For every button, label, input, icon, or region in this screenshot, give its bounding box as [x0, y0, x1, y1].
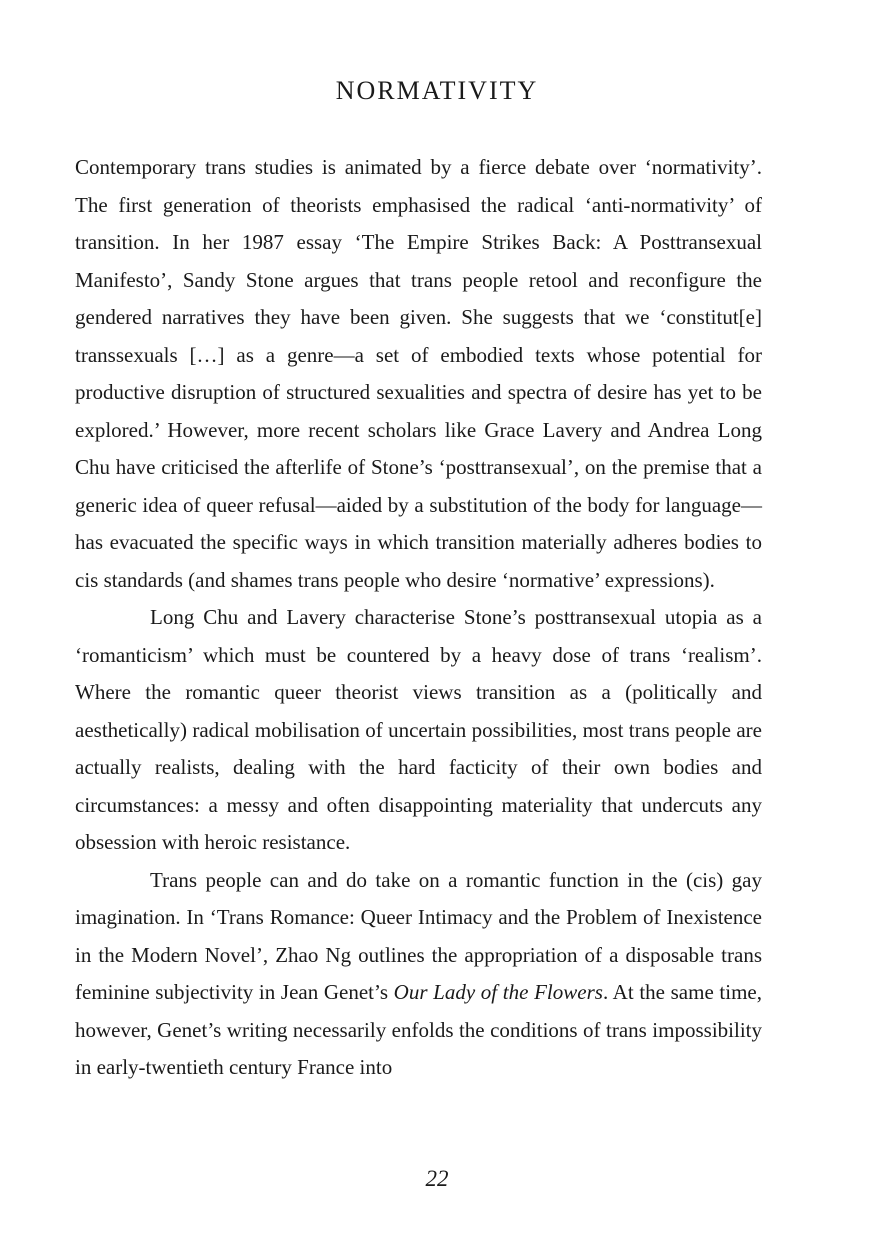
paragraph-3 [75, 862, 762, 1087]
body-text [75, 149, 762, 1087]
book-title: Our Lady of the Flowers [393, 980, 603, 1004]
paragraph-3-text-before: Trans people can and do take on a romantic function in the (cis) gay imagination. In ‘Trans Romance: Queer Intimacy and the Problem of Inexistence in the Modern Novel’, Zhao Ng outlines the appropriation of a disposable trans feminine subjectivity in Jean Genet’s [75, 867, 762, 1004]
chapter-heading: NORMATIVITY [335, 76, 539, 105]
paragraph-1: Contemporary trans studies is animated by a fierce debate over ‘normativity’. The first generation of theorists emphasised the radical ‘anti-normativity’ of transition. In her 1987 essay ‘The Empire Strikes Back: A Posttransexual Manifesto’, Sandy Stone argues that trans people retool and reconfigure the gendered narratives they have been given. She suggests that we ‘constitut[e] transsexuals […] as a genre—a set of embodied texts whose potential for productive disruption of structured sexualities and spectra of desire has yet to be explored.’ However, more recent scholars like Grace Lavery and Andrea Long Chu have criticised the afterlife of Stone’s ‘posttransexual’, on the premise that a generic idea of queer refusal—aided by a substitution of the body for language—has evacuated the specific ways in which transition materially adheres bodies to cis standards (and shames trans people who desire ‘normative’ expressions). [75, 155, 762, 592]
page-number: 22 [425, 1166, 449, 1191]
paragraph-2: Long Chu and Lavery characterise Stone’s posttransexual utopia as a ‘romanticism’ which must be countered by a heavy dose of trans ‘realism’. Where the romantic queer theorist views transition as a (politically and aesthetically) radical mobilisation of uncertain possibilities, most trans people are actually realists, dealing with the hard facticity of their own bodies and circumstances: a messy and often disappointing materiality that undercuts any obsession with heroic resistance. [75, 605, 762, 854]
paragraph-3-text-after: . At the same time, however, Genet’s writing necessarily enfolds the conditions of trans impossibility in early-twentieth century France into [75, 980, 762, 1079]
